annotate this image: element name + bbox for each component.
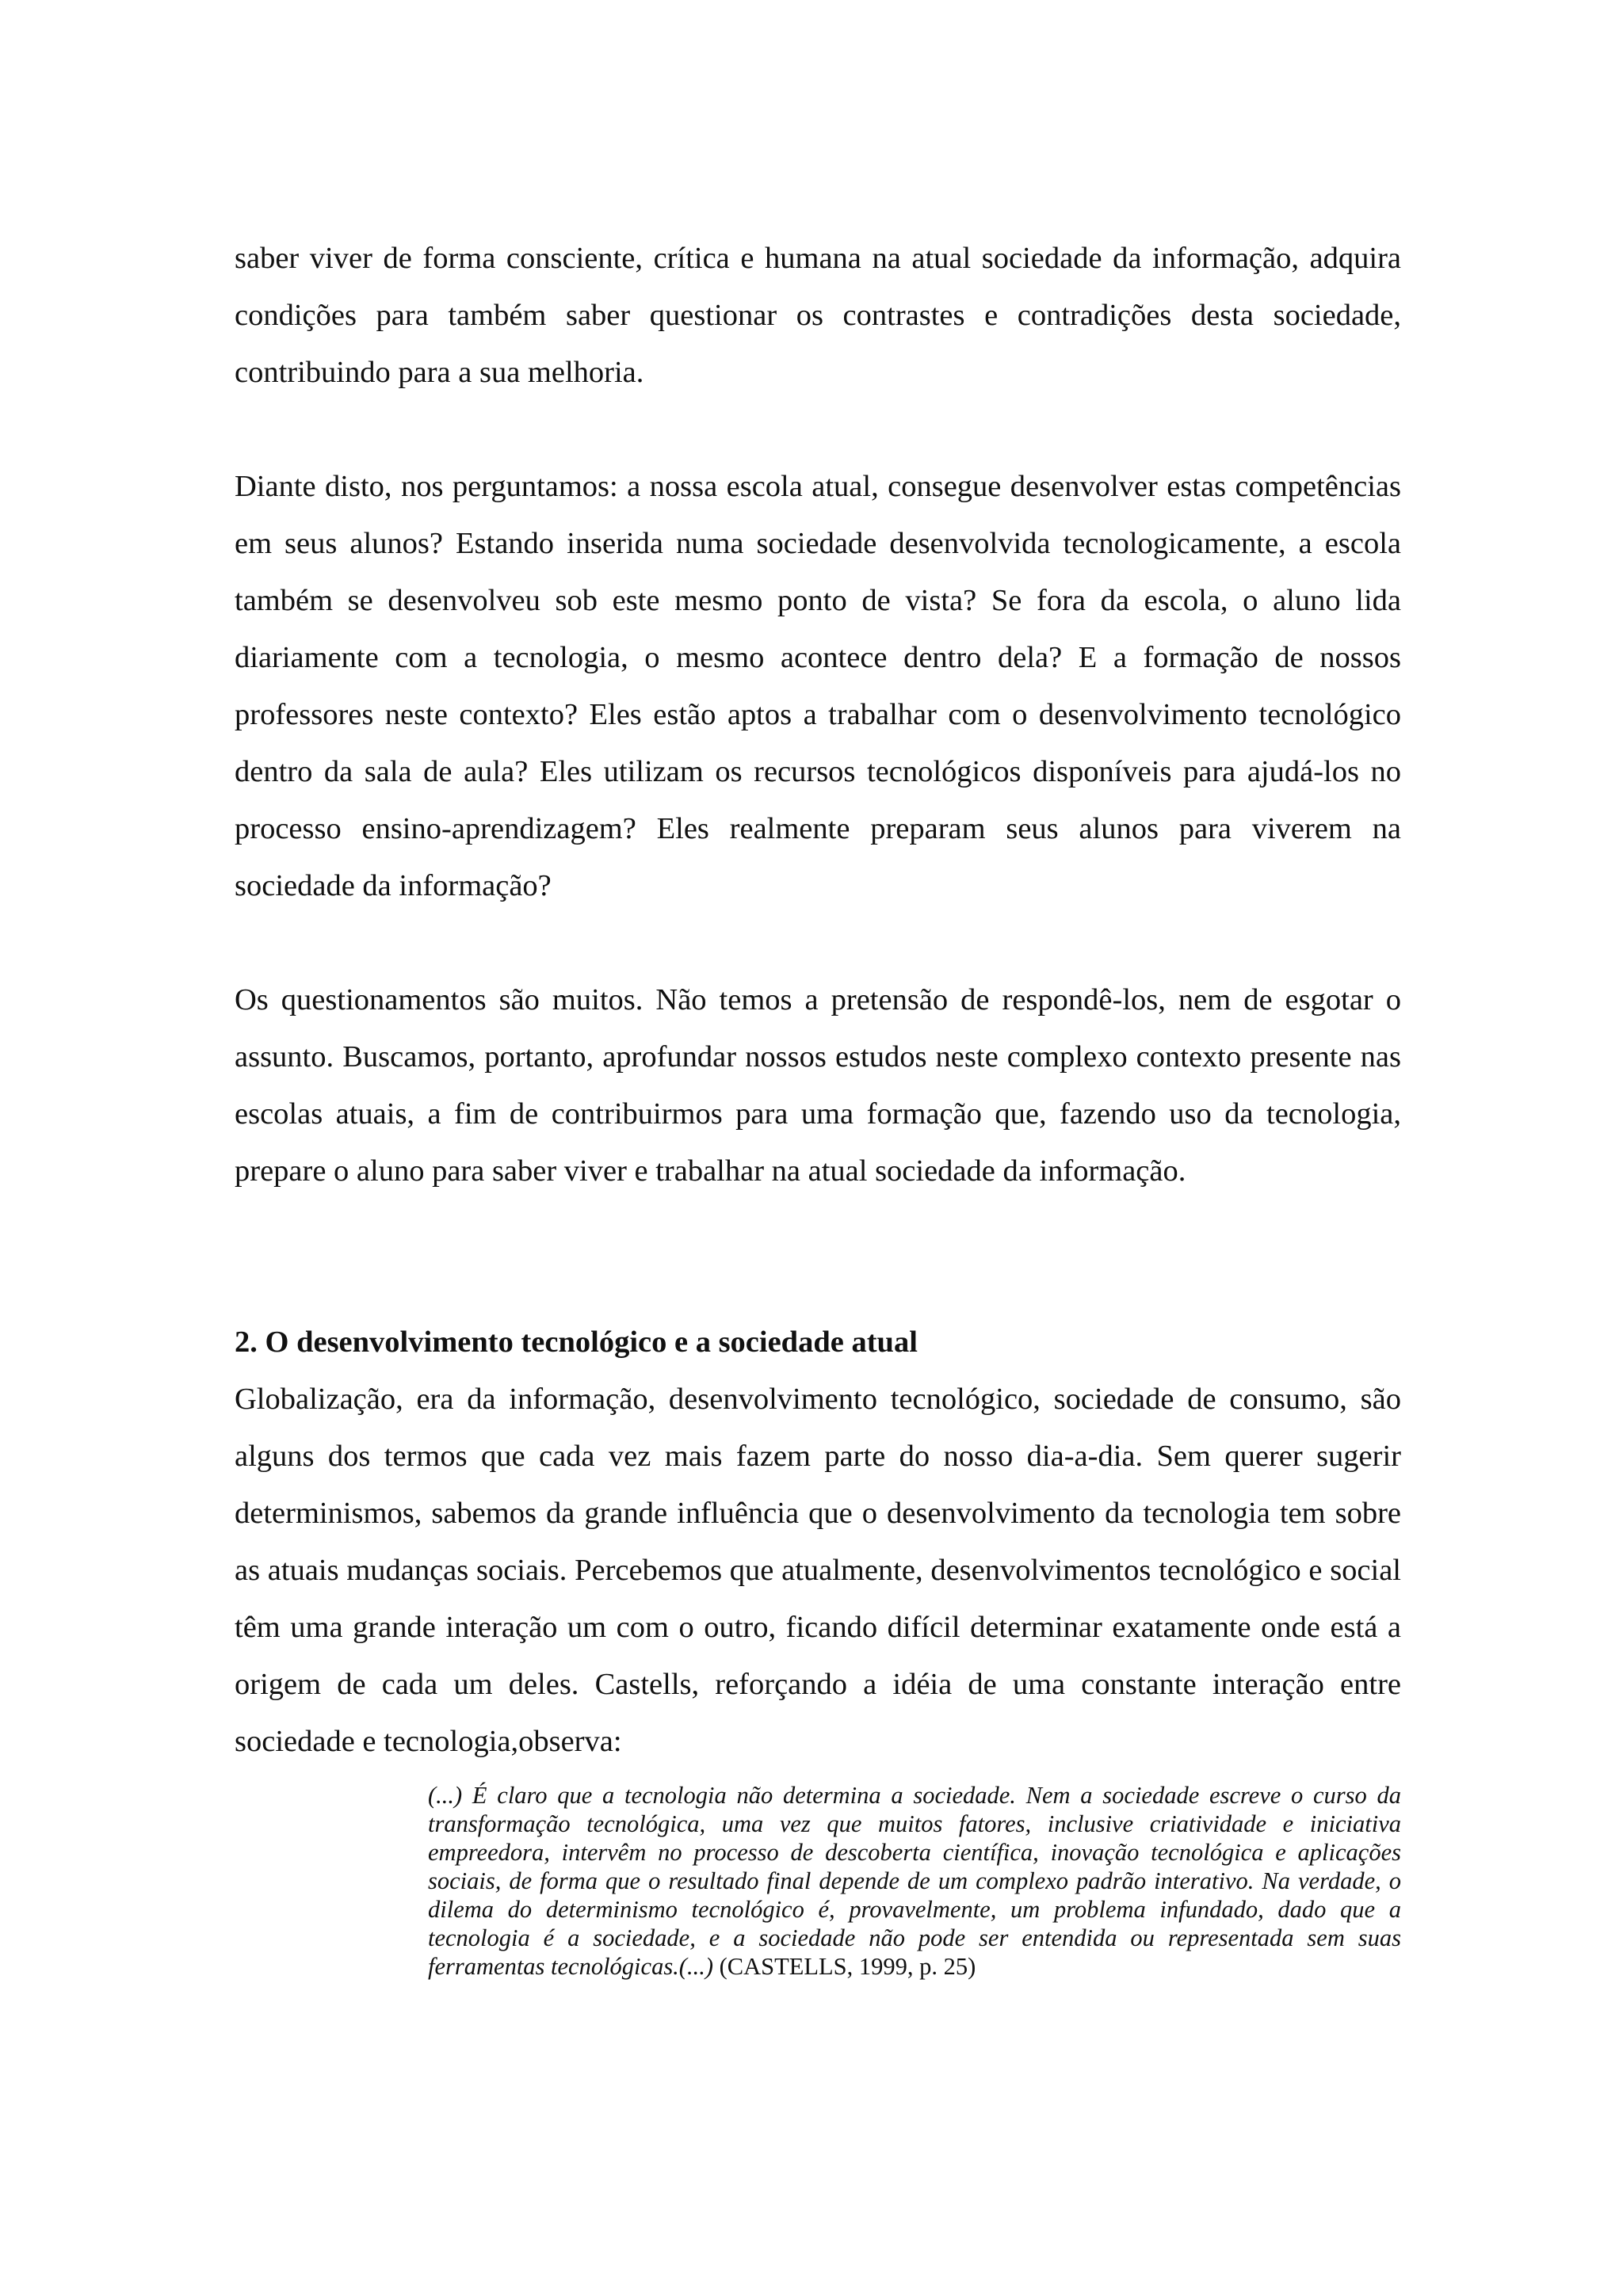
quote-text: (...) É claro que a tecnologia não determina a sociedade. Nem a sociedade escreve o curso da transformação tecnológica, uma vez que muitos fatores, inclusive criatividade e iniciativa empreedora, intervêm no processo de descoberta científica, inovação tecnológica e aplicações sociais, de forma que o resultado final depende de um complexo padrão interativo. Na verdade, o dilema do determinismo tecnológico é, provavelmente, um problema infundado, dado que a tecnologia é a sociedade, e a sociedade não pode ser entendida ou representada sem suas ferramentas tecnológicas.(...): [428, 1782, 1401, 1980]
block-quote: [428, 1781, 1401, 1981]
paragraph-3: Os questionamentos são muitos. Não temos a pretensão de respondê-los, nem de esgotar o assunto. Buscamos, portanto, aprofundar nossos estudos neste complexo contexto presente nas escolas atuais, a fim de contribuirmos para uma formação que, fazendo uso da tecnologia, prepare o aluno para saber viver e trabalhar na atual sociedade da informação.: [235, 983, 1401, 1188]
document-page: [235, 230, 1401, 1981]
section-spacer: [235, 1199, 1401, 1314]
quote-citation: (CASTELLS, 1999, p. 25): [713, 1953, 976, 1980]
paragraph-1: saber viver de forma consciente, crítica e humana na atual sociedade da informação, adquira condições para também saber questionar os contrastes e contradições desta sociedade, contribuindo para a sua melhoria.: [235, 242, 1401, 389]
paragraph-2: Diante disto, nos perguntamos: a nossa escola atual, consegue desenvolver estas competências em seus alunos? Estando inserida numa sociedade desenvolvida tecnologicamente, a escola também se desenvolveu sob este mesmo ponto de vista? Se fora da escola, o aluno lida diariamente com a tecnologia, o mesmo acontece dentro dela? E a formação de nossos professores neste contexto? Eles estão aptos a trabalhar com o desenvolvimento tecnológico dentro da sala de aula? Eles utilizam os recursos tecnológicos disponíveis para ajudá-los no processo ensino-aprendizagem? Eles realmente preparam seus alunos para viverem na sociedade da informação?: [235, 470, 1401, 902]
section-paragraph: Globalização, era da informação, desenvolvimento tecnológico, sociedade de consumo, são alguns dos termos que cada vez mais fazem parte do nosso dia-a-dia. Sem querer sugerir determinismos, sabemos da grande influência que o desenvolvimento da tecnologia tem sobre as atuais mudanças sociais. Percebemos que atualmente, desenvolvimentos tecnológico e social têm uma grande interação um com o outro, ficando difícil determinar exatamente onde está a origem de cada um deles. Castells, reforçando a idéia de uma constante interação entre sociedade e tecnologia,observa:: [235, 1383, 1401, 1758]
section-heading: 2. O desenvolvimento tecnológico e a sociedade atual: [235, 1325, 918, 1359]
